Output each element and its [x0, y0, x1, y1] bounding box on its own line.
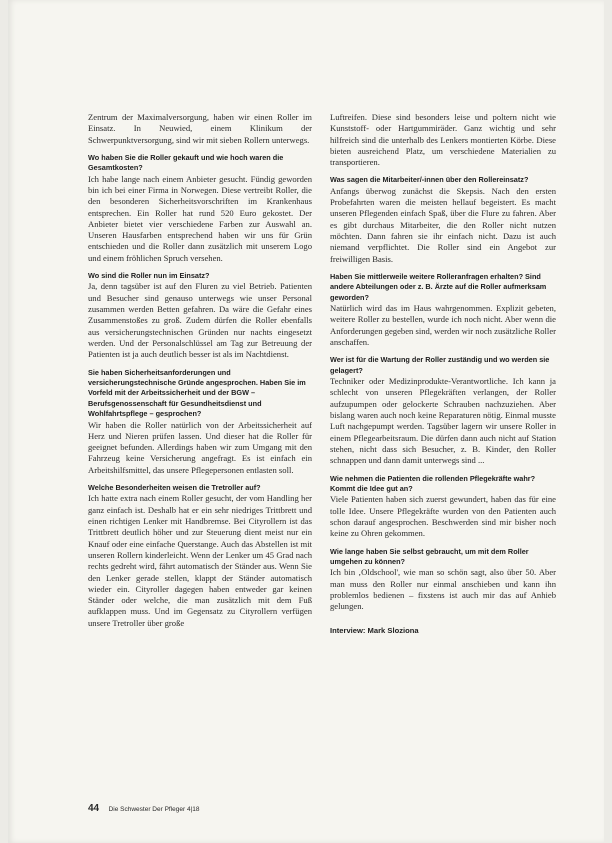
answer-paragraph: Wir haben die Roller natürlich von der Arbeitssicherheit auf Herz und Nieren prüfen lassen. Und dieser hat die Roller für geeignet befunden. Allerdings haben wir zum Umgang mit den Fahrzeug keine Versicherung angefragt. Es ist einfach ein Arbeitshilfsmittel, das unsere Pflegepersonen entlasten soll.	[88, 419, 312, 475]
continued-paragraph: Luftreifen. Diese sind besonders leise und poltern nicht wie Kunststoff- oder Hartgummiräder. Ganz wichtig und sehr hilfreich sind die unterhalb des Lenkers montierten Körbe. Diese bieten ausreichend Platz, um verschiedene Materialien zu transportieren.	[330, 112, 556, 168]
interview-credit: Interview: Mark Sloziona	[330, 625, 419, 635]
question-heading: Was sagen die Mitarbeiter/-innen über den Rollereinsatz?	[330, 175, 529, 185]
answer-paragraph: Ja, denn tagsüber ist auf den Fluren zu viel Betrieb. Patienten und Besucher sind genauso unterwegs wie unser Personal zusammen werden Betten gefahren. Da wäre die Gefahr eines Zusammenstoßes zu groß. Zudem dürfen die Roller ebenfalls aus versicherungstechnischen Gründen nur nachts eingesetzt werden. Und der Personalschlüssel am Tag zur Betreuung der Patienten ist ja auch deutlich besser ist als im Nachtdienst.	[88, 281, 312, 360]
answer-paragraph: Techniker oder Medizinprodukte-Verantwortliche. Ich kann ja schlecht von unseren Pflegekräften verlangen, der Roller aufzupumpen oder gelockerte Schrauben nachzuziehen. Aber bislang waren auch noch keine Reparaturen nötig. Einmal musste Luft nachgepumpt werden. Tagsüber lagern wir unsere Roller in einem Pflegearbeitsraum. Die dürfen dann auch nicht auf Station stehen, nicht dass sich Besucher, z. B. Kinder, den Roller schnappen und dann damit unterwegs sind ...	[330, 376, 556, 466]
answer-paragraph: Viele Patienten haben sich zuerst gewundert, haben das für eine tolle Idee. Unsere Pflegekräfte wurden von den Patienten auch schon darauf angesprochen. Beschwerden sind mir bisher noch keine zu Ohren gekommen.	[330, 494, 556, 539]
question-heading: Haben Sie mittlerweile weitere Rolleranfragen erhalten? Sind andere Abteilungen oder z. B. Ärzte auf die Roller aufmerksam geworden?	[330, 271, 547, 302]
intro-paragraph: Zentrum der Maximalversorgung, haben wir einen Roller im Einsatz. In Neuwied, einem Klinikum der Schwerpunktversorgung, sind wir mit sieben Rollern unterwegs.	[88, 112, 312, 145]
magazine-page	[8, 0, 604, 843]
question-heading: Welche Besonderheiten weisen die Tretroller auf?	[88, 483, 261, 493]
question-heading: Wie nehmen die Patienten die rollenden Pflegekräfte wahr? Kommt die Idee gut an?	[330, 473, 536, 493]
question-heading: Wie lange haben Sie selbst gebraucht, um mit dem Roller umgehen zu können?	[330, 546, 529, 566]
answer-paragraph: Natürlich wird das im Haus wahrgenommen. Explizit gebeten, weitere Roller zu bestellen, wurde ich noch nicht. Aber wenn die Anforderungen gegeben sind, werden wir noch zusätzliche Roller anschaffen.	[330, 303, 556, 348]
page-footer	[88, 798, 200, 816]
question-heading: Wo haben Sie die Roller gekauft und wie hoch waren die Gesamtkosten?	[88, 152, 284, 173]
answer-paragraph: Anfangs überwog zunächst die Skepsis. Nach den ersten Probefahrten waren die meisten hellauf begeistert. Es macht unseren Pflegenden einfach Spaß, über die Flure zu fahren. Aber es gibt durchaus Mitarbeiter, die den Roller nicht nutzen möchten. Dann fahren sie ihr einfach nicht. Dazu ist auch niemand verpflichtet. Die Roller sind ein Angebot zur freiwilligen Basis.	[330, 185, 556, 264]
answer-paragraph: Ich habe lange nach einem Anbieter gesucht. Fündig geworden bin ich bei einer Firma in Norwegen. Diese vertreibt Roller, die den besonderen Sicherheitsvorschriften im Krankenhaus entsprechen. Ein Roller hat rund 520 Euro gekostet. Der Anbieter bietet vier verschiedene Farben zur Auswahl an. Unseren Hausfarben entsprechend haben wir uns für Grün entschieden und die Roller dann zusätzlich mit unserem Logo und einem fröhlichen Spruch versehen.	[88, 173, 312, 263]
left-column	[88, 112, 312, 634]
page-number: 44	[88, 803, 100, 814]
right-column	[330, 112, 556, 636]
question-heading: Wer ist für die Wartung der Roller zuständig und wo werden sie gelagert?	[330, 355, 550, 375]
question-heading: Wo sind die Roller nun im Einsatz?	[88, 271, 210, 281]
answer-paragraph: Ich bin ‚Oldschool', wie man so schön sagt, also über 50. Aber man muss den Roller nur einmal anschieben und kann ihn problemlos bedienen – fixstens ist auch mir das auf Anhieb gelungen.	[330, 567, 556, 612]
magazine-name: Die Schwester Der Pfleger 4|18	[108, 806, 200, 813]
answer-paragraph: Ich hatte extra nach einem Roller gesucht, der vom Handling her ganz einfach ist. Deshalb hat er ein sehr niedriges Trittbrett und einen richtigen Lenker mit Handbremse. Bei Cityrollern ist das Trittbrett deutlich höher und zur Steuerung dient meist nur ein Knauf oder eine einfache Querstange. Auch das Abstellen ist mit unseren Rollern kinderleicht. Wenn der Lenker um 45 Grad nach rechts gedreht wird, fährt automatisch der Ständer aus. Wenn Sie den Lenker gerade stellen, klappt der Ständer automatisch wieder ein. Cityroller dagegen haben entweder gar keinen Ständer oder welche, die man zusätzlich mit dem Fuß aufklappen muss. Und im Gegensatz zu Cityrollern verfügen unsere Tretroller über große	[88, 493, 312, 628]
question-heading: Sie haben Sicherheitsanforderungen und versicherungstechnische Gründe angesprochen. Haben Sie im Vorfeld mit der Arbeitssicherheit und der BGW – Berufsgenossenschaft für Gesundheitsdienst und Wohlfahrtspflege – gesprochen?	[88, 367, 306, 419]
